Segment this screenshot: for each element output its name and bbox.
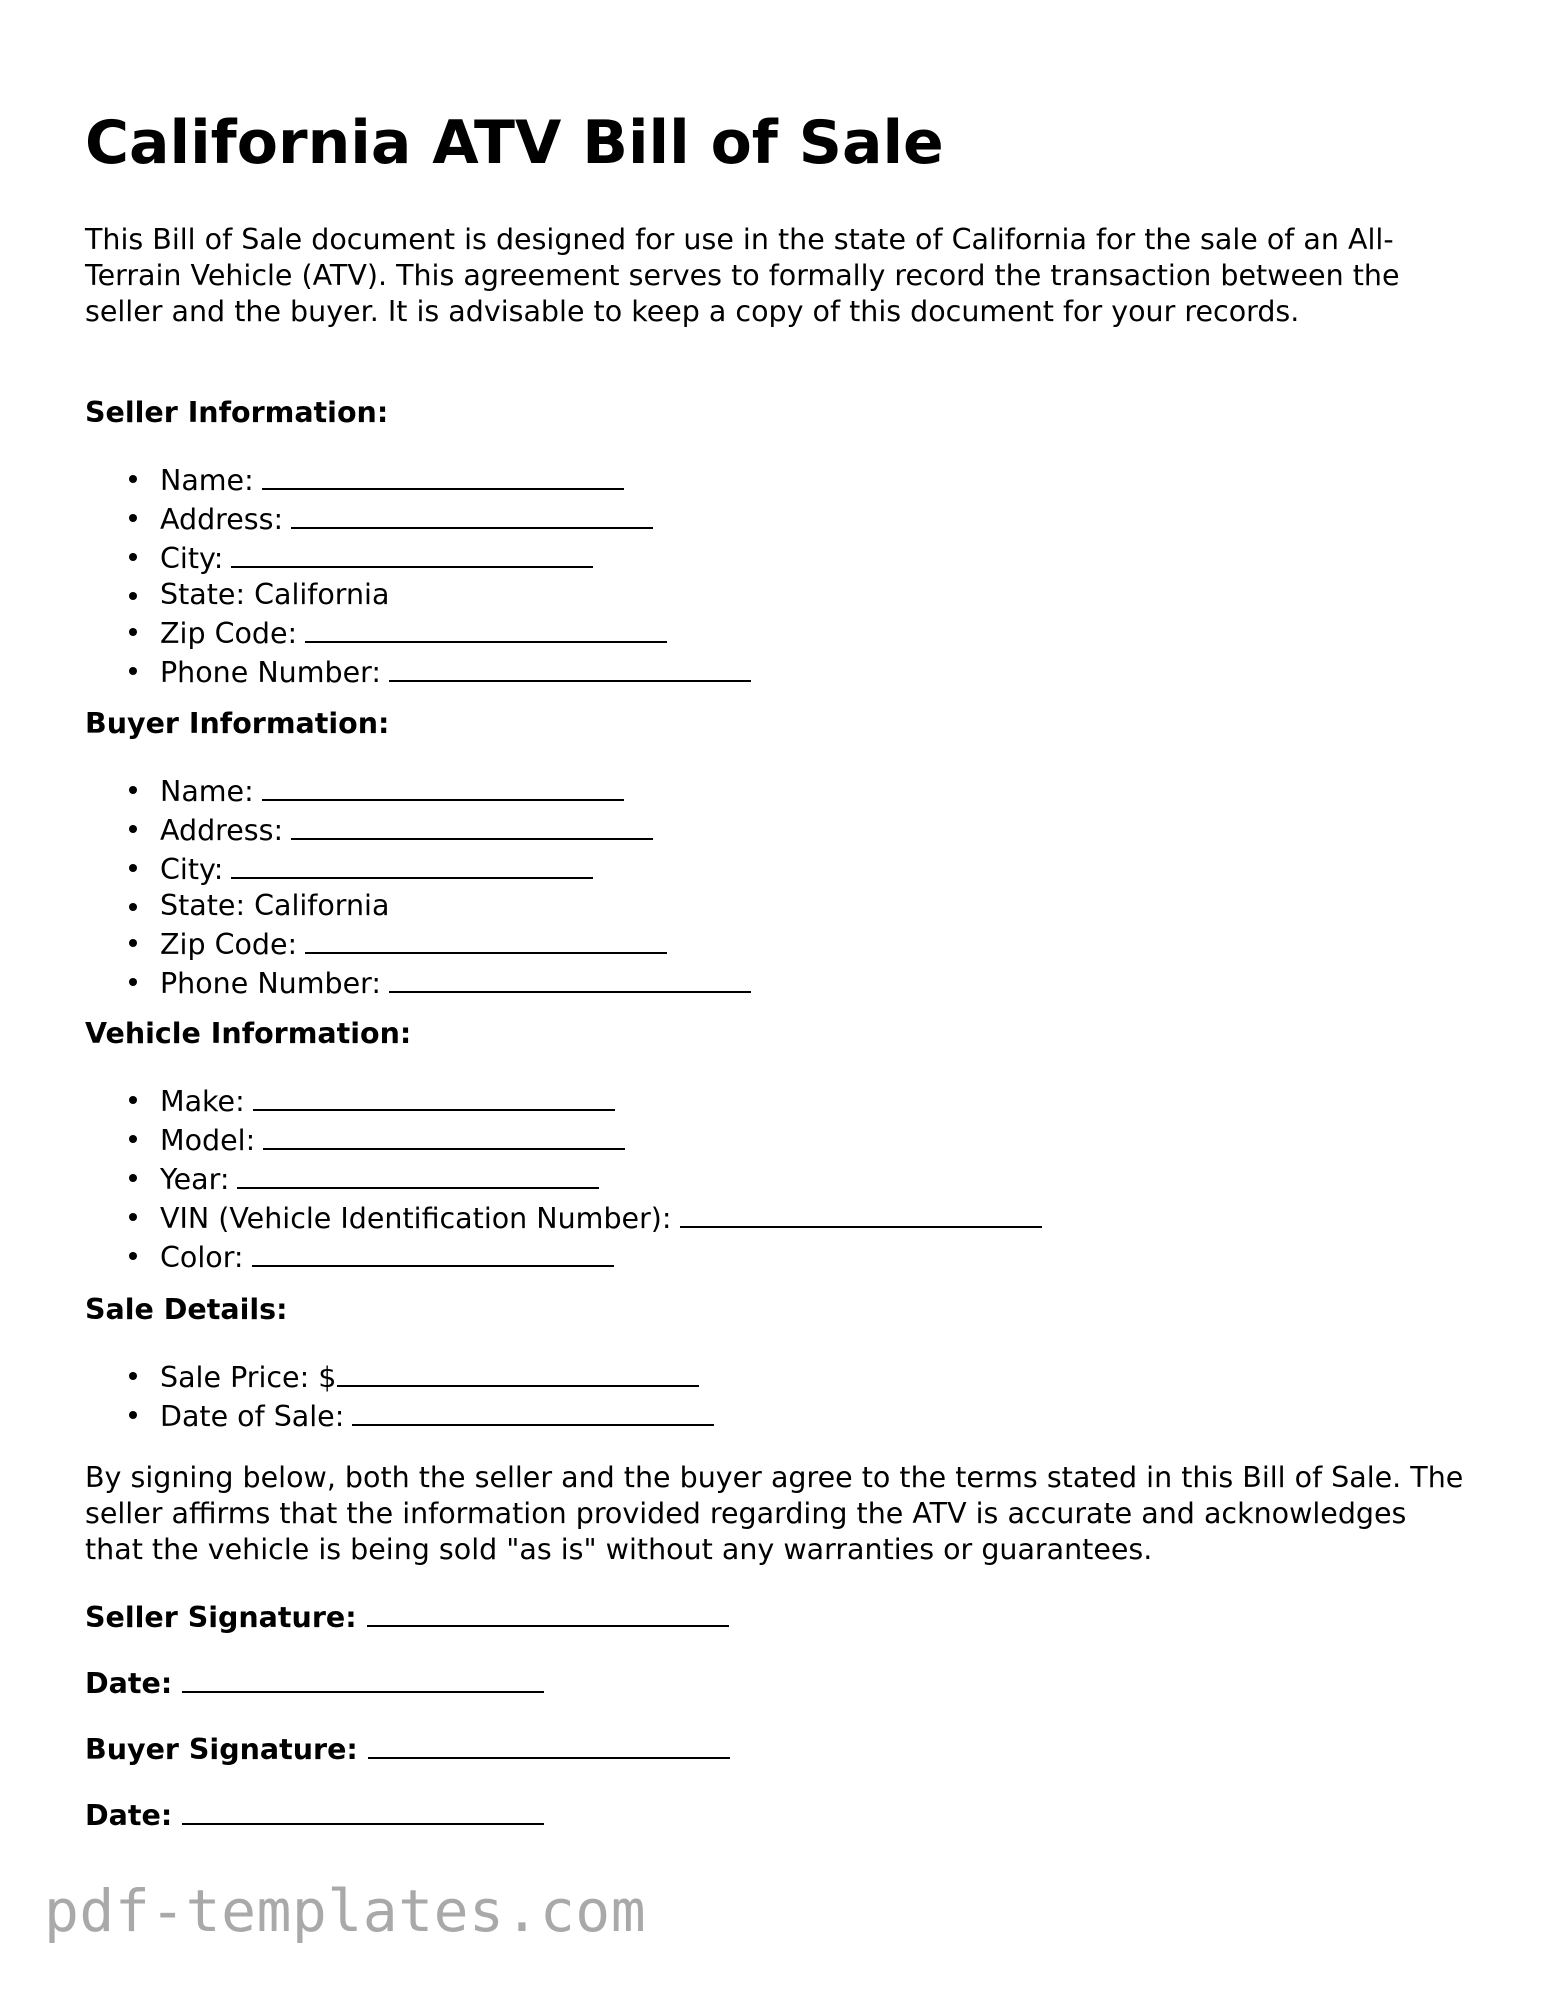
list-item — [85, 613, 751, 652]
buyer-date-row — [85, 1795, 544, 1834]
seller-info-heading: Seller Information: — [85, 396, 389, 429]
seller-name-field[interactable] — [262, 460, 624, 490]
seller-city-label: City: — [160, 542, 224, 575]
list-item — [85, 963, 751, 1002]
list-item — [85, 1237, 1042, 1276]
sale-price-label: Sale Price: $ — [160, 1361, 337, 1394]
seller-signature-label: Seller Signature: — [85, 1601, 357, 1634]
sale-details-heading: Sale Details: — [85, 1293, 288, 1326]
list-item — [85, 499, 751, 538]
vehicle-year-field[interactable] — [237, 1159, 599, 1189]
buyer-info-list — [85, 771, 751, 1002]
seller-address-label: Address: — [160, 503, 284, 536]
page-title: California ATV Bill of Sale — [85, 108, 944, 178]
seller-date-label: Date: — [85, 1667, 173, 1700]
vehicle-model-label: Model: — [160, 1124, 256, 1157]
seller-signature-field[interactable] — [367, 1597, 729, 1627]
buyer-signature-field[interactable] — [368, 1729, 730, 1759]
vehicle-info-heading: Vehicle Information: — [85, 1017, 412, 1050]
vehicle-vin-label: VIN (Vehicle Identification Number): — [160, 1202, 672, 1235]
list-item — [85, 849, 751, 888]
list-item — [85, 538, 751, 577]
seller-address-field[interactable] — [291, 499, 653, 529]
seller-info-list — [85, 460, 751, 691]
list-item — [85, 577, 751, 613]
list-item — [85, 652, 751, 691]
list-item — [85, 460, 751, 499]
list-item — [85, 810, 751, 849]
closing-paragraph: By signing below, both the seller and the buyer agree to the terms stated in this Bill of Sale. The seller affirms that the information provided regarding the ATV is accurate and acknowledges that the vehicle is being sold "as is" without any warranties or guarantees. — [85, 1461, 1464, 1566]
seller-zip-label: Zip Code: — [160, 617, 298, 650]
vehicle-year-label: Year: — [160, 1163, 230, 1196]
vehicle-make-label: Make: — [160, 1085, 245, 1118]
intro-paragraph: This Bill of Sale document is designed for use in the state of California for the sale of an All-Terrain Vehicle (ATV). This agreement serves to formally record the transaction between the seller and the buyer. It is advisable to keep a copy of this document for your records. — [85, 223, 1400, 328]
buyer-date-label: Date: — [85, 1799, 173, 1832]
list-item — [85, 1159, 1042, 1198]
sale-details-list — [85, 1357, 714, 1435]
seller-date-field[interactable] — [182, 1663, 544, 1693]
sale-date-label: Date of Sale: — [160, 1400, 345, 1433]
buyer-signature-row — [85, 1729, 730, 1768]
sale-date-field[interactable] — [352, 1396, 714, 1426]
list-item — [85, 1081, 1042, 1120]
vehicle-color-label: Color: — [160, 1241, 244, 1274]
buyer-state-label: State: California — [160, 889, 390, 922]
buyer-zip-field[interactable] — [305, 924, 667, 954]
seller-phone-field[interactable] — [389, 652, 751, 682]
seller-date-row — [85, 1663, 544, 1702]
list-item — [85, 1198, 1042, 1237]
watermark: pdf-templates.com — [44, 1877, 647, 1945]
seller-city-field[interactable] — [231, 538, 593, 568]
list-item — [85, 1357, 714, 1396]
buyer-name-label: Name: — [160, 775, 254, 808]
list-item — [85, 771, 751, 810]
sale-price-field[interactable] — [337, 1357, 699, 1387]
buyer-phone-field[interactable] — [389, 963, 751, 993]
buyer-zip-label: Zip Code: — [160, 928, 298, 961]
vehicle-model-field[interactable] — [263, 1120, 625, 1150]
list-item — [85, 1120, 1042, 1159]
vehicle-vin-field[interactable] — [680, 1198, 1042, 1228]
seller-zip-field[interactable] — [305, 613, 667, 643]
buyer-info-heading: Buyer Information: — [85, 707, 390, 740]
buyer-phone-label: Phone Number: — [160, 967, 381, 1000]
buyer-signature-label: Buyer Signature: — [85, 1733, 358, 1766]
seller-state-label: State: California — [160, 578, 390, 611]
seller-signature-row — [85, 1597, 729, 1636]
seller-phone-label: Phone Number: — [160, 656, 381, 689]
buyer-city-field[interactable] — [231, 849, 593, 879]
vehicle-color-field[interactable] — [252, 1237, 614, 1267]
vehicle-info-list — [85, 1081, 1042, 1276]
buyer-date-field[interactable] — [182, 1795, 544, 1825]
list-item — [85, 924, 751, 963]
list-item — [85, 1396, 714, 1435]
buyer-city-label: City: — [160, 853, 224, 886]
buyer-address-label: Address: — [160, 814, 284, 847]
buyer-name-field[interactable] — [262, 771, 624, 801]
seller-name-label: Name: — [160, 464, 254, 497]
vehicle-make-field[interactable] — [253, 1081, 615, 1111]
list-item — [85, 888, 751, 924]
buyer-address-field[interactable] — [291, 810, 653, 840]
